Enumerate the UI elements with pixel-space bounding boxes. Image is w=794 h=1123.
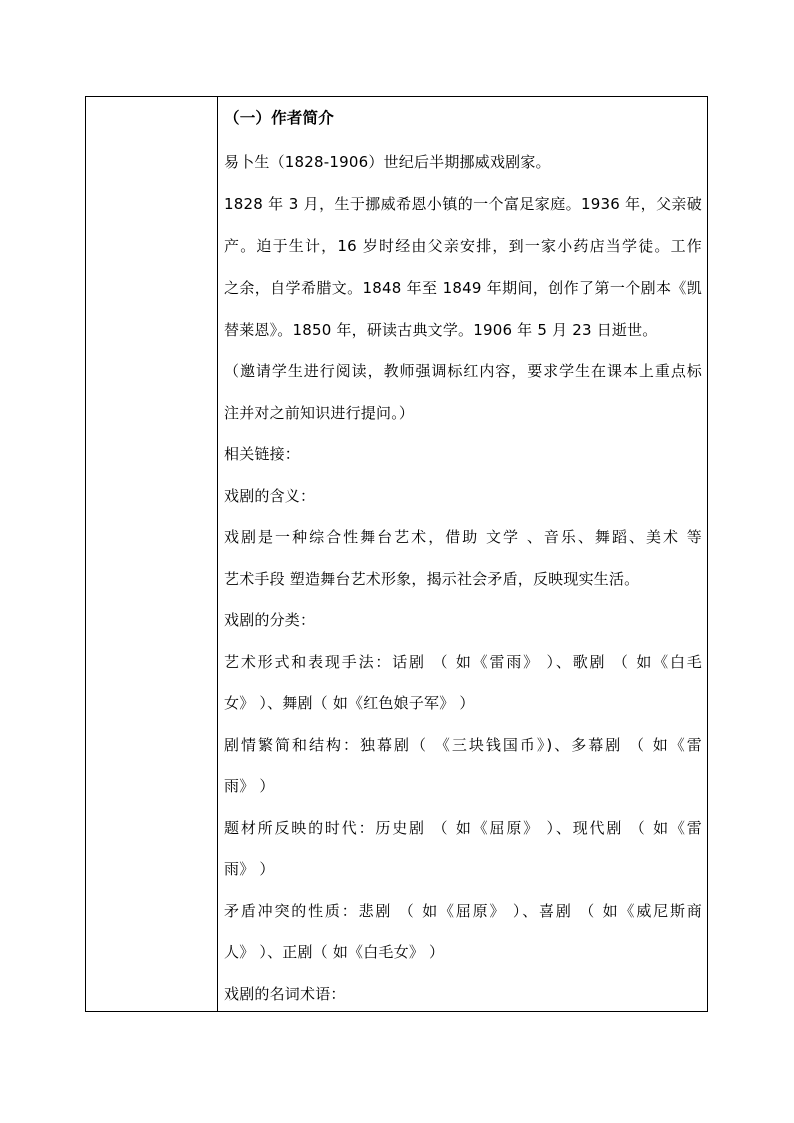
text-line: 戏剧的名词术语： <box>224 985 346 1003</box>
text-line: 产。迫于生计，16 岁时经由父亲安排，到一家小药店当学徒。工作 <box>224 237 702 255</box>
text-line: 戏剧的含义： <box>224 487 316 505</box>
text-line: 戏剧的分类： <box>224 611 316 629</box>
text-line: 之余，自学希腊文。1848 年至 1849 年期间，创作了第一个剧本《凯 <box>224 279 702 297</box>
text-line: 戏剧是一种综合性舞台艺术，借助 文学 、音乐、舞蹈、美术 等 <box>224 528 702 546</box>
text-line: 艺术手段 塑造舞台艺术形象，揭示社会矛盾，反映现实生活。 <box>224 570 640 588</box>
text-line: 替莱恩》。1850 年，研读古典文学。1906 年 5 月 23 日逝世。 <box>224 321 658 339</box>
text-line: 相关链接： <box>224 445 301 463</box>
text-line: 雨》 ） <box>224 777 275 795</box>
text-line: （邀请学生进行阅读，教师强调标红内容，要求学生在课本上重点标 <box>224 362 702 380</box>
text-line: 雨》 ） <box>224 860 275 878</box>
text-line: 易卜生（1828-1906）世纪后半期挪威戏剧家。 <box>224 153 551 171</box>
text-line: 注并对之前知识进行提问。） <box>224 404 415 422</box>
text-line: 矛盾冲突的性质：悲剧 （ 如《屈原》 ）、喜剧 （ 如《威尼斯商 <box>224 902 702 920</box>
text-line: 艺术形式和表现手法：话剧 （ 如《雷雨》 ）、歌剧 （ 如《白毛 <box>224 653 702 671</box>
text-line: 人》 ）、正剧（ 如《白毛女》 ） <box>224 943 445 961</box>
text-line: 题材所反映的时代：历史剧 （ 如《屈原》 ）、现代剧 （ 如《雷 <box>224 819 702 837</box>
column-divider <box>217 97 218 1011</box>
text-line: 1828 年 3 月，生于挪威希恩小镇的一个富足家庭。1936 年，父亲破 <box>224 195 702 213</box>
text-line: 女》 ）、舞剧（ 如《红色娘子军》 ） <box>224 694 475 712</box>
text-line: 剧情繁简和结构：独幕剧（ 《三块钱国币》)、多幕剧 （ 如《雷 <box>224 736 702 754</box>
section-heading: （一）作者简介 <box>224 109 334 127</box>
lesson-table <box>85 96 708 1012</box>
